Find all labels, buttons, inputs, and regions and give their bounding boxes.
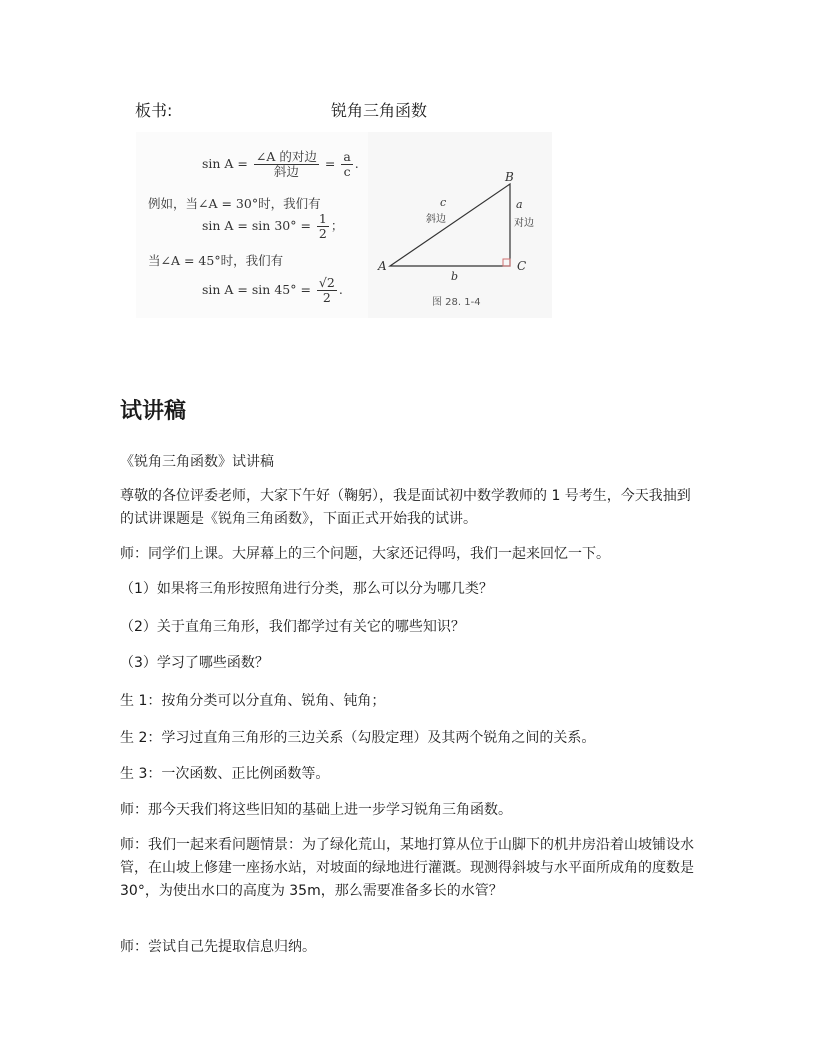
sin45-formula (202, 276, 343, 305)
section-heading: 试讲稿 (120, 399, 187, 424)
fraction-denominator: 2 (318, 226, 327, 241)
sin30-lhs: sin A = sin 30° = (202, 218, 311, 233)
teacher-line: 师：同学们上课。大屏幕上的三个问题，大家还记得吗，我们一起来回忆一下。 (120, 546, 610, 562)
semicolon: ； (330, 218, 344, 233)
vertex-a-label: A (378, 259, 387, 273)
problem-scenario: 师：我们一起来看问题情景：为了绿化荒山，某地打算从位于山脚下的机井房沿着山坡铺设水管，在山坡上修建一座扬水站，对坡面的绿地进行灌溉。现测得斜坡与水平面所成角的度数是 30°，为使出水口的高度为 35m，那么需要准备多长的水管？ (120, 837, 694, 899)
formula-block (136, 132, 366, 318)
vertex-b-label: B (505, 170, 514, 184)
equals-sign: = (324, 156, 336, 171)
triangle-abc (390, 184, 510, 266)
hypotenuse-label: 斜边 (426, 214, 446, 225)
sine-definition-fraction (254, 150, 319, 179)
fraction-numerator: a (343, 149, 351, 164)
teacher-line: 师：那今天我们将这些旧知的基础上进一步学习锐角三角函数。 (120, 802, 512, 818)
one-half-fraction (317, 212, 329, 241)
period: . (338, 282, 343, 297)
board-title: 锐角三角函数 (331, 101, 428, 120)
teacher-line: 师：尝试自己先提取信息归纳。 (120, 939, 316, 955)
right-triangle-diagram (368, 132, 552, 318)
fraction-numerator: √2 (318, 275, 335, 290)
side-c-label: c (440, 196, 447, 209)
student-2-answer: 生 2：学习过直角三角形的三边关系（勾股定理）及其两个锐角之间的关系。 (120, 730, 596, 746)
example-30-line: 例如，当∠A = 30°时，我们有 (148, 196, 321, 211)
board-label: 板书: (135, 101, 173, 120)
vertex-c-label: C (517, 259, 527, 273)
student-1-answer: 生 1：按角分类可以分直角、锐角、钝角； (120, 693, 386, 709)
ratio-a-over-c (341, 150, 352, 179)
question-3: （3）学习了哪些函数？ (120, 655, 269, 671)
board-figure (136, 132, 552, 318)
opening-paragraph: 尊敬的各位评委老师，大家下午好（鞠躬），我是面试初中数学教师的 1 号考生，今天我抽到的试讲课题是《锐角三角函数》，下面正式开始我的试讲。 (120, 488, 691, 527)
example-45-line: 当∠A = 45°时，我们有 (148, 253, 284, 268)
fraction-denominator: 斜边 (273, 164, 299, 179)
question-1: （1）如果将三角形按照角进行分类，那么可以分为哪几类？ (120, 581, 493, 597)
fraction-denominator: c (343, 164, 351, 179)
sine-definition-lhs: sin A = (202, 156, 248, 171)
sine-definition (202, 150, 359, 179)
board-header (135, 98, 695, 124)
fraction-numerator: ∠A 的对边 (255, 149, 317, 164)
right-angle-marker (503, 259, 510, 266)
student-3-answer: 生 3：一次函数、正比例函数等。 (120, 766, 330, 782)
sin30-formula (202, 212, 343, 241)
script-title: 《锐角三角函数》试讲稿 (120, 454, 274, 470)
sin45-lhs: sin A = sin 45° = (202, 282, 311, 297)
question-2: （2）关于直角三角形，我们都学过有关它的哪些知识？ (120, 619, 465, 635)
opposite-side-label: 对边 (514, 218, 534, 229)
period: . (354, 156, 359, 171)
figure-caption: 图 28. 1-4 (432, 297, 481, 308)
fraction-denominator: 2 (322, 290, 331, 305)
side-b-label: b (451, 270, 459, 283)
fraction-numerator: 1 (318, 211, 327, 226)
root2-over-2-fraction (317, 276, 337, 305)
side-a-label: a (516, 198, 523, 211)
